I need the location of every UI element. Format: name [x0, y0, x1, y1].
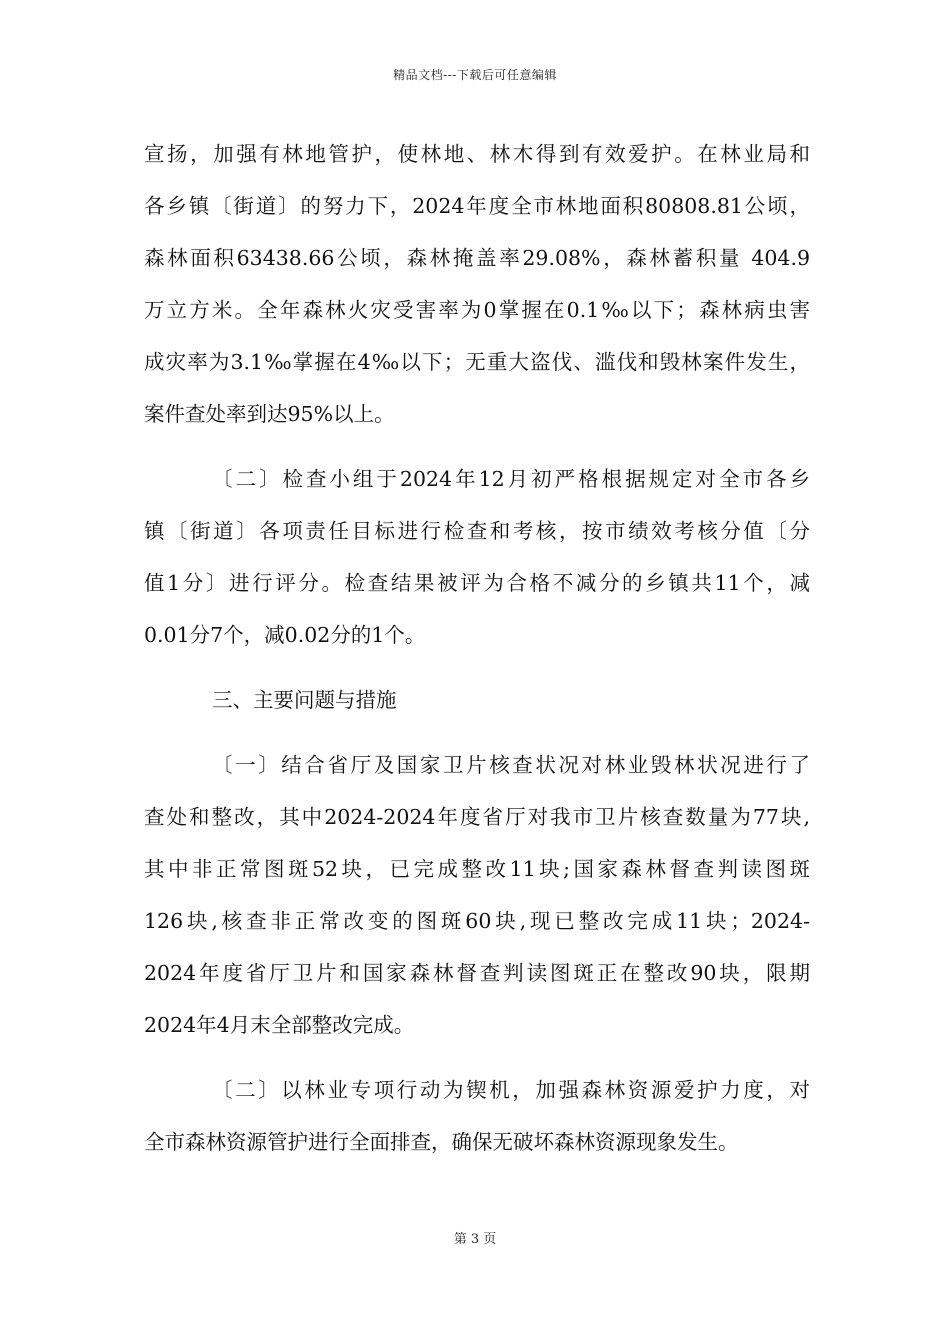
page-number: 第 3 页: [453, 1232, 497, 1247]
body-line: 万立方米。全年森林火灾受害率为0掌握在0.1‰以下；森林病虫害: [144, 298, 810, 322]
body-line: 镇〔街道〕各项责任目标进行检查和考核，按市绩效考核分值〔分: [144, 519, 810, 543]
body-line: 宣扬，加强有林地管护，使林地、林木得到有效爱护。在林业局和: [144, 142, 810, 166]
paragraph-start-line: 〔二〕检查小组于2024年12月初严格根据规定对全市各乡: [212, 467, 810, 491]
body-line: 126块,核查非正常改变的图斑60块,现已整改完成11块；2024-: [144, 909, 810, 933]
body-line: 全市森林资源管护进行全面排查，确保无破坏森林资源现象发生。: [144, 1130, 739, 1154]
paragraph-start-line: 〔一〕结合省厅及国家卫片核查状况对林业毁林状况进行了: [212, 753, 810, 777]
body-line: 查处和整改，其中2024-2024年度省厅对我市卫片核查数量为77块,: [144, 805, 810, 829]
body-line: 各乡镇〔街道〕的努力下，2024年度全市林地面积80808.81公顷，: [144, 194, 810, 218]
document-body: [144, 128, 810, 1168]
body-line: 2024年4月末全部整改完成。: [144, 1013, 415, 1037]
paragraph-start-line: 〔二〕以林业专项行动为锲机，加强森林资源爱护力度，对: [212, 1078, 810, 1102]
page-header: 精品文档---下载后可任意编辑: [393, 68, 557, 82]
body-line: 其中非正常图斑52块，已完成整改11块;国家森林督查判读图斑: [144, 857, 810, 881]
body-line: 0.01分7个，减0.02分的1个。: [144, 623, 426, 647]
body-line: 森林面积63438.66公顷，森林掩盖率29.08%，森林蓄积量 404.9: [144, 246, 810, 270]
body-line: 2024年度省厅卫片和国家森林督查判读图斑正在整改90块，限期: [144, 961, 810, 985]
body-line: 值1分〕进行评分。检查结果被评为合格不减分的乡镇共11个，减: [144, 571, 810, 595]
body-line: 成灾率为3.1‰掌握在4‰以下；无重大盗伐、滥伐和毁林案件发生，: [144, 350, 810, 374]
section-heading: 三、主要问题与措施: [212, 688, 397, 712]
body-line: 案件查处率到达95%以上。: [144, 402, 395, 426]
